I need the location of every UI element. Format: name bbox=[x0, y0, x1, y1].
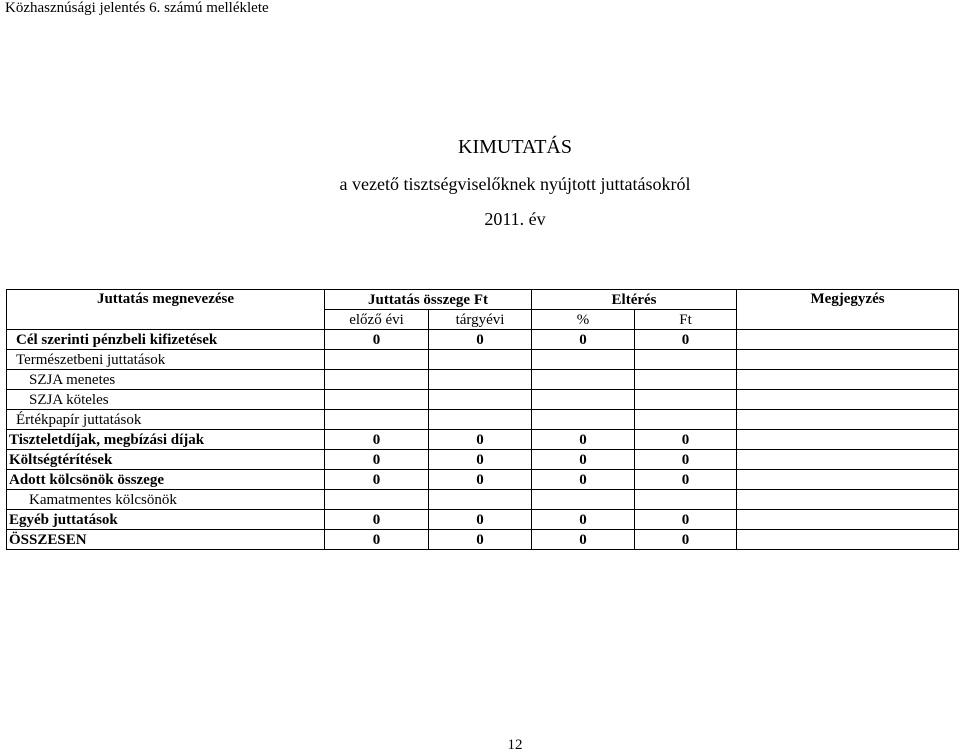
cell-previous bbox=[325, 410, 429, 430]
cell-percent bbox=[532, 410, 635, 430]
table-header-row bbox=[7, 290, 959, 310]
cell-note bbox=[737, 370, 959, 390]
cell-previous: 0 bbox=[325, 530, 429, 550]
row-label: Egyéb juttatások bbox=[7, 510, 325, 530]
page-number: 12 bbox=[507, 737, 523, 753]
table-row bbox=[7, 430, 959, 450]
header-note: Közhasznúsági jelentés 6. számú melléklete bbox=[5, 0, 269, 16]
cell-previous bbox=[325, 490, 429, 510]
row-label: SZJA köteles bbox=[7, 390, 325, 410]
cell-percent: 0 bbox=[532, 510, 635, 530]
table-row bbox=[7, 330, 959, 350]
cell-current: 0 bbox=[429, 530, 532, 550]
cell-note bbox=[737, 410, 959, 430]
table-row bbox=[7, 490, 959, 510]
cell-ft: 0 bbox=[635, 330, 737, 350]
cell-ft: 0 bbox=[635, 470, 737, 490]
table-row bbox=[7, 510, 959, 530]
cell-note bbox=[737, 330, 959, 350]
cell-previous: 0 bbox=[325, 510, 429, 530]
subheader-percent: % bbox=[532, 310, 635, 330]
cell-ft bbox=[635, 370, 737, 390]
cell-current bbox=[429, 370, 532, 390]
cell-current bbox=[429, 490, 532, 510]
cell-current bbox=[429, 410, 532, 430]
cell-previous: 0 bbox=[325, 470, 429, 490]
table-row bbox=[7, 350, 959, 370]
cell-previous bbox=[325, 390, 429, 410]
row-label: Adott kölcsönök összege bbox=[7, 470, 325, 490]
table-row bbox=[7, 450, 959, 470]
cell-previous bbox=[325, 350, 429, 370]
table-row bbox=[7, 390, 959, 410]
cell-previous: 0 bbox=[325, 450, 429, 470]
cell-current: 0 bbox=[429, 450, 532, 470]
document-title: KIMUTATÁS bbox=[458, 136, 572, 158]
row-label-total: ÖSSZESEN bbox=[7, 530, 325, 550]
cell-previous: 0 bbox=[325, 430, 429, 450]
header-note: Megjegyzés bbox=[737, 290, 959, 330]
document-subtitle: a vezető tisztségviselőknek nyújtott juttatásokról bbox=[339, 174, 691, 194]
cell-ft bbox=[635, 490, 737, 510]
document-year: 2011. év bbox=[484, 209, 546, 229]
cell-note bbox=[737, 390, 959, 410]
cell-percent: 0 bbox=[532, 470, 635, 490]
cell-percent bbox=[532, 390, 635, 410]
cell-current bbox=[429, 350, 532, 370]
cell-ft bbox=[635, 390, 737, 410]
cell-note bbox=[737, 430, 959, 450]
header-difference: Eltérés bbox=[532, 290, 737, 310]
cell-note bbox=[737, 510, 959, 530]
table-row bbox=[7, 470, 959, 490]
cell-current: 0 bbox=[429, 510, 532, 530]
row-label: Természetbeni juttatások bbox=[7, 350, 325, 370]
subheader-current: tárgyévi bbox=[429, 310, 532, 330]
cell-current bbox=[429, 390, 532, 410]
cell-ft: 0 bbox=[635, 530, 737, 550]
row-label: Értékpapír juttatások bbox=[7, 410, 325, 430]
cell-ft: 0 bbox=[635, 450, 737, 470]
cell-percent bbox=[532, 370, 635, 390]
cell-previous bbox=[325, 370, 429, 390]
cell-current: 0 bbox=[429, 430, 532, 450]
cell-percent: 0 bbox=[532, 450, 635, 470]
cell-percent: 0 bbox=[532, 330, 635, 350]
benefits-table bbox=[6, 289, 959, 550]
cell-note bbox=[737, 450, 959, 470]
cell-percent bbox=[532, 350, 635, 370]
header-amount: Juttatás összege Ft bbox=[325, 290, 532, 310]
cell-current: 0 bbox=[429, 470, 532, 490]
cell-ft: 0 bbox=[635, 430, 737, 450]
cell-percent: 0 bbox=[532, 530, 635, 550]
table-row bbox=[7, 410, 959, 430]
subheader-ft: Ft bbox=[635, 310, 737, 330]
table-total-row bbox=[7, 530, 959, 550]
table-row bbox=[7, 370, 959, 390]
row-label: SZJA menetes bbox=[7, 370, 325, 390]
header-name: Juttatás megnevezése bbox=[7, 290, 325, 330]
row-label: Kamatmentes kölcsönök bbox=[7, 490, 325, 510]
cell-note bbox=[737, 350, 959, 370]
cell-ft: 0 bbox=[635, 510, 737, 530]
row-label: Cél szerinti pénzbeli kifizetések bbox=[7, 330, 325, 350]
cell-note bbox=[737, 470, 959, 490]
subheader-previous: előző évi bbox=[325, 310, 429, 330]
cell-note bbox=[737, 490, 959, 510]
cell-percent: 0 bbox=[532, 430, 635, 450]
row-label: Tiszteletdíjak, megbízási díjak bbox=[7, 430, 325, 450]
cell-previous: 0 bbox=[325, 330, 429, 350]
cell-ft bbox=[635, 410, 737, 430]
cell-ft bbox=[635, 350, 737, 370]
cell-percent bbox=[532, 490, 635, 510]
cell-note bbox=[737, 530, 959, 550]
cell-current: 0 bbox=[429, 330, 532, 350]
row-label: Költségtérítések bbox=[7, 450, 325, 470]
